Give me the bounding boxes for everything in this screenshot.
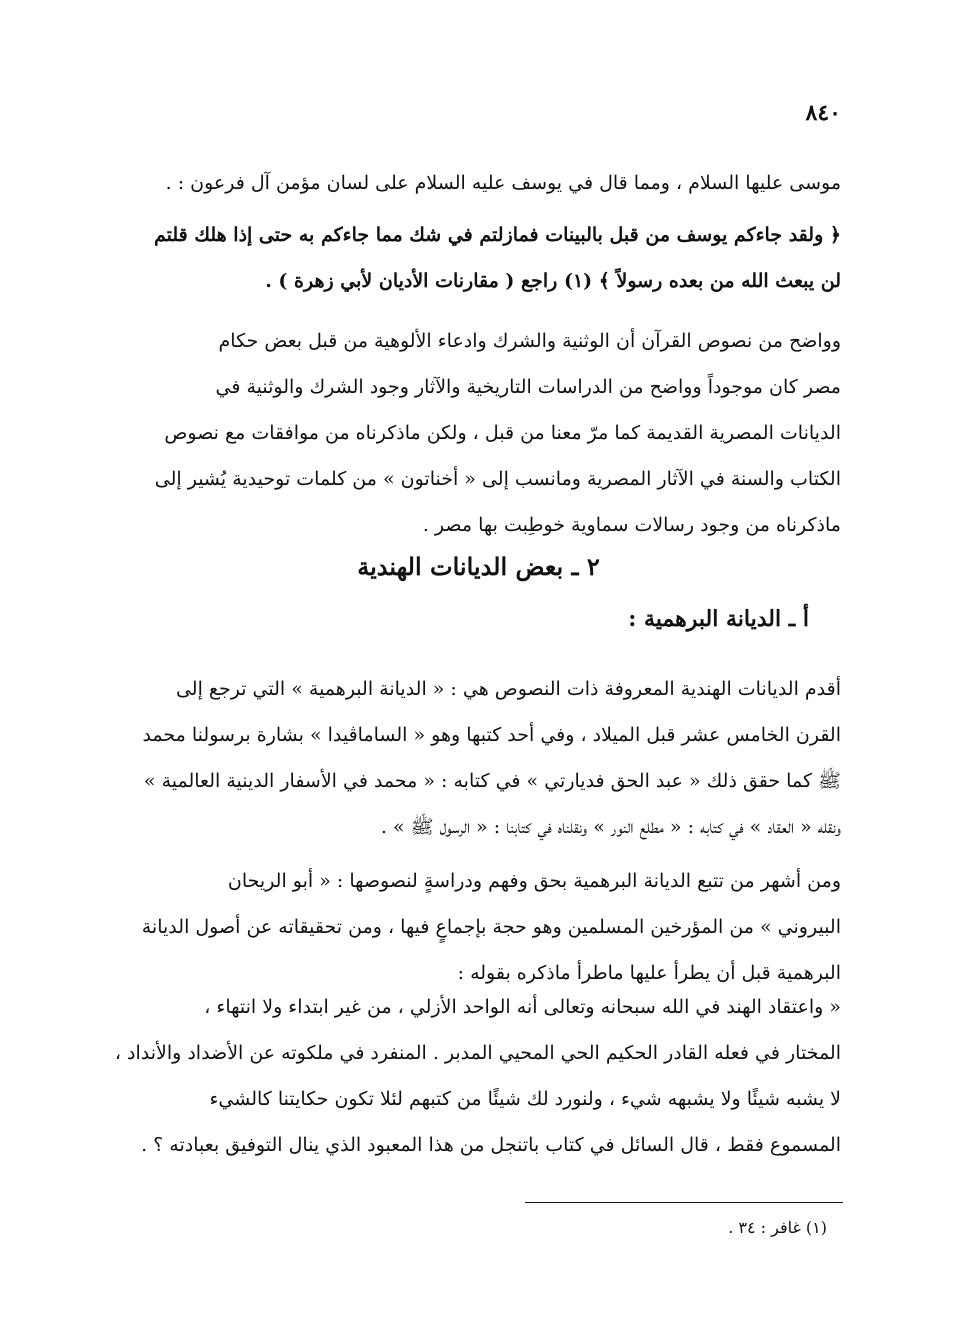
footnote: (١) غافر : ٣٤ . [728,1218,827,1237]
footnote-divider [525,1202,843,1203]
paragraph-egypt [116,318,841,548]
text-line: ومن أشهر من تتبع الديانة البرهمية بحق وفهم ودراسةٍ لنصوصها : « أبو الريحان [227,870,841,892]
text-line: القرن الخامس عشر قبل الميلاد ، وفي أحد كتبها وهو « الساماڤيدا » بشارة برسولنا محمد [142,724,841,746]
text-line: لا يشبه شيئًا ولا يشبهه شيء ، ولنورد لك شيئًا من كتبهم لئلا تكون حكايتنا كالشيء [209,1088,841,1110]
text-line: المسموع فقط ، قال السائل في كتاب باتنجل من هذا المعبود الذي ينال التوفيق بعبادته ؟ . [141,1134,841,1156]
intro-paragraph [116,160,841,206]
section-heading: ٢ ـ بعض الديانات الهندية [357,552,600,581]
text-line: « واعتقاد الهند في الله سبحانه وتعالى أنه الواحد الأزلي ، من غير ابتداء ولا انتهاء ، [204,996,841,1018]
paragraph-quote-biruni [116,984,841,1168]
text-line: ﴿ ولقد جاءكم يوسف من قبل بالبينات فمازلتم في شك مما جاءكم به حتى إذا هلك قلتم [154,224,841,246]
page-number: ٨٤٠ [805,100,841,126]
text-line: البيروني » من المؤرخين المسلمين وهو حجة بإجماعٍ فيها ، ومن تحقيقاته عن أصول الديانة [141,916,841,938]
text-line: أقدم الديانات الهندية المعروفة ذات النصوص هي : « الديانة البرهمية » التي ترجع إلى [175,678,841,700]
text-line: ﷺ كما حقق ذلك « عبد الحق فديارتي » في كتابه : « محمد في الأسفار الدينية العالمية » [143,770,841,792]
subsection-heading: أ ـ الديانة البرهمية : [628,606,809,632]
paragraph-biruni [116,858,841,996]
text-line: البرهمية قبل أن يطرأ عليها ماطرأ ماذكره بقوله : [457,962,841,984]
text-line: ونقله « العقاد » في كتابه : « مطلع النور » ونقلناه في كتابنا : « الرسول ﷺ » . [380,816,841,838]
text-line: الديانات المصرية القديمة كما مرّ معنا من قبل ، ولكن ماذكرناه من موافقات مع نصوص [164,422,841,444]
text-line: المختار في فعله القادر الحكيم الحي المحيي المدبر . المنفرد في ملكوته عن الأضداد والأنداد ، [114,1042,841,1064]
text-line: ماذكرناه من وجود رسالات سماوية خوطِبت بها مصر . [422,514,841,536]
text-line: موسى عليها السلام ، ومما قال في يوسف عليه السلام على لسان مؤمن آل فرعون : . [165,172,841,194]
text-line: لن يبعث الله من بعده رسولاً ﴾ (١) راجع ( مقارنات الأديان لأبي زهرة ) . [265,270,841,292]
text-line: الكتاب والسنة في الآثار المصرية ومانسب إلى « أخناتون » من كلمات توحيدية يُشير إلى [154,468,841,490]
quran-quote [116,212,841,304]
text-line: وواضح من نصوص القرآن أن الوثنية والشرك وادعاء الألوهية من قبل بعض حكام [218,330,841,352]
text-line: مصر كان موجوداً وواضح من الدراسات التاريخية والآثار وجود الشرك والوثنية في [215,376,841,398]
paragraph-brahmanism [116,666,841,850]
